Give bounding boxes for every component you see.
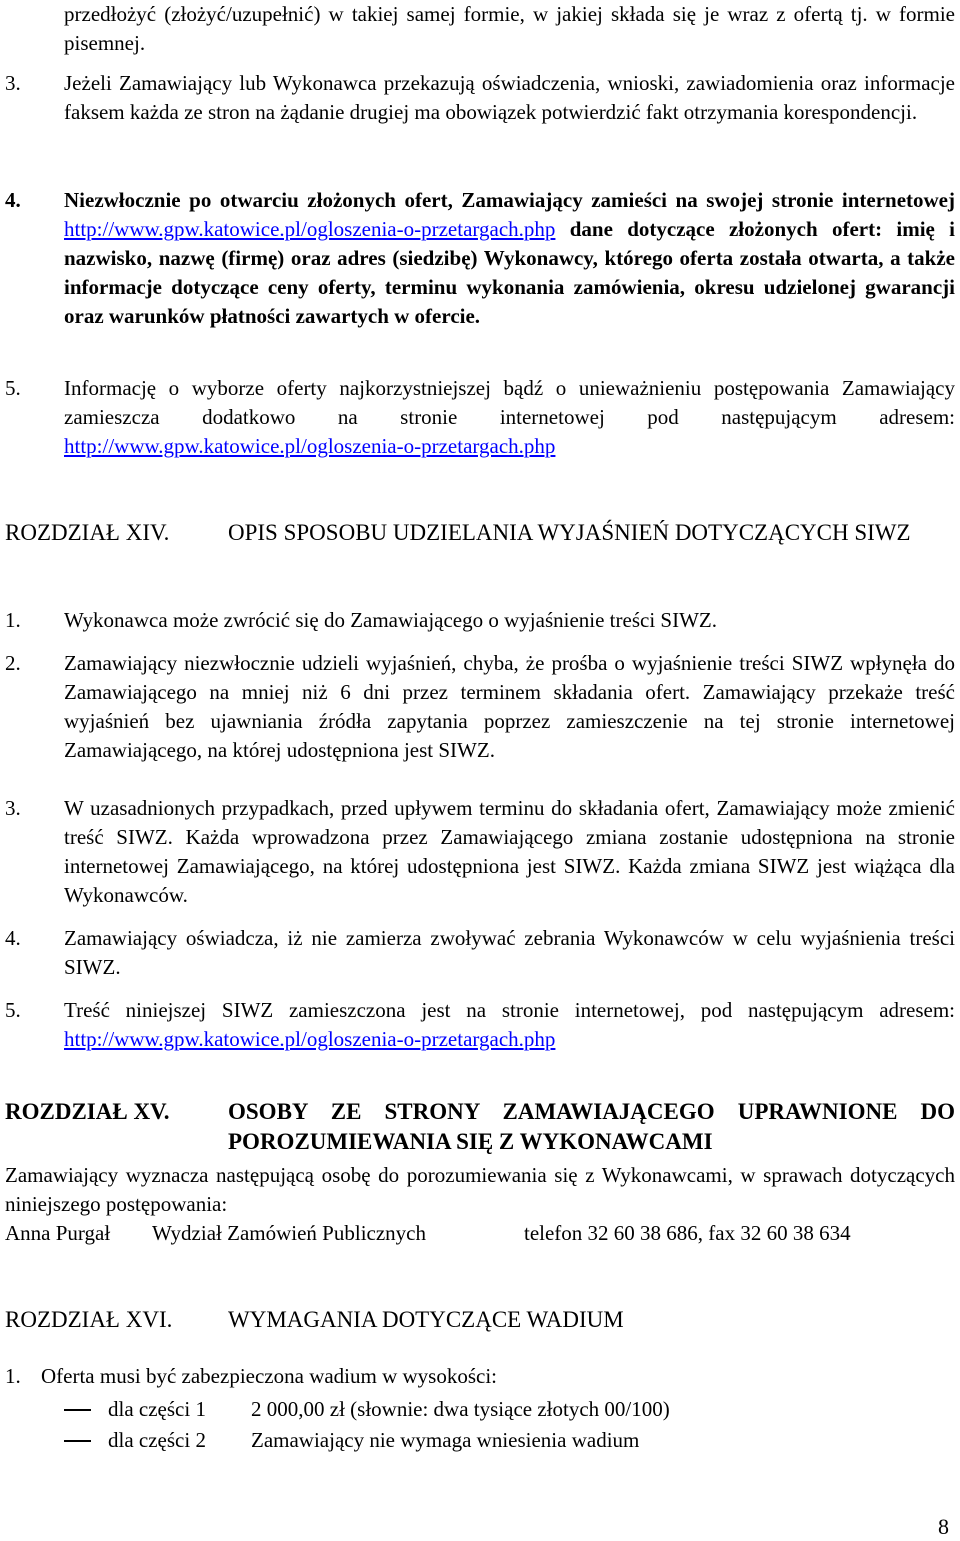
item-number: 1. xyxy=(5,1364,21,1388)
item-text: Oferta musi być zabezpieczona wadium w wysokości: xyxy=(41,1364,498,1388)
chapter-15-intro: Zamawiający wyznacza następującą osobę do porozumiewania się z Wykonawcami, w sprawach dotyczących niniejszego postępowania: xyxy=(5,1163,955,1216)
chapter-14-item-1 xyxy=(5,606,955,635)
contact-name: Anna Purgał xyxy=(5,1221,111,1245)
chapter-title: OPIS SPOSOBU UDZIELANIA WYJAŚNIEŃ DOTYCZĄCYCH SIWZ xyxy=(228,520,911,545)
item-number: 5. xyxy=(5,376,21,400)
item-number: 3. xyxy=(5,71,21,95)
tender-notices-link[interactable]: http://www.gpw.katowice.pl/ogloszenia-o-przetargach.php xyxy=(64,434,556,458)
item-number: 3. xyxy=(5,796,21,820)
chapter-label: ROZDZIAŁ XV. xyxy=(5,1099,170,1124)
item-number: 4. xyxy=(5,188,21,212)
item-number: 2. xyxy=(5,651,21,675)
list-item-4 xyxy=(5,186,955,331)
chapter-14-item-3 xyxy=(5,794,955,910)
contact-person-row xyxy=(5,1219,955,1248)
part-value: Zamawiający nie wymaga wniesienia wadium xyxy=(251,1428,640,1452)
item-number: 1. xyxy=(5,608,21,632)
item-text-before: Niezwłocznie po otwarciu złożonych ofert, Zamawiający zamieści na swojej stronie internetowej xyxy=(64,188,955,212)
item-text-after: dane dotyczące złożonych ofert: imię i nazwisko, nazwę (firmę) oraz adres (siedzibę) Wykonawcy, którego oferta została otwarta, a także informacje dotyczące ceny oferty, terminu wykonania zamówienia, okresu udzielonej gwarancji oraz warunków płatności zawartych w ofercie. xyxy=(64,217,955,328)
item-text: Zamawiający niezwłocznie udzieli wyjaśnień, chyba, że prośba o wyjaśnienie treści SIWZ wpłynęła do Zamawiającego na mniej niż 6 dni przez terminem składania ofert. Zamawiający przekaże treść wyjaśnień bez ujawniania źródła zapytania poprzez zamieszczenie na tej stronie internetowej Zamawiającego, na której udostępniona jest SIWZ. xyxy=(64,651,955,762)
list-item-3 xyxy=(5,69,955,127)
item-text: W uzasadnionych przypadkach, przed upływem terminu do składania ofert, Zamawiający może zmienić treść SIWZ. Każda wprowadzona przez Zamawiającego zmiana zostanie udostępniona na stronie internetowej Zamawiającego, na której udostępniona jest SIWZ. Każda zmiana SIWZ jest wiążąca dla Wykonawców. xyxy=(64,796,955,907)
chapter-label: ROZDZIAŁ XIV. xyxy=(5,520,170,545)
tender-notices-link[interactable]: http://www.gpw.katowice.pl/ogloszenia-o-przetargach.php xyxy=(64,217,556,241)
continuation-paragraph xyxy=(5,0,955,58)
contact-department: Wydział Zamówień Publicznych xyxy=(152,1221,426,1245)
chapter-16-heading xyxy=(5,1305,955,1335)
chapter-14-item-2 xyxy=(5,649,955,765)
chapter-15-heading xyxy=(5,1097,955,1157)
chapter-14-item-5 xyxy=(5,996,955,1054)
dash-bullet xyxy=(64,1409,91,1411)
item-text: Jeżeli Zamawiający lub Wykonawca przekazują oświadczenia, wnioski, zawiadomienia oraz informacje faksem każda ze stron na żądanie drugiej ma obowiązek potwierdzić fakt otrzymania korespondencji. xyxy=(64,71,955,124)
dash-bullet xyxy=(64,1440,91,1442)
page-number: 8 xyxy=(938,1514,949,1539)
item-number: 5. xyxy=(5,998,21,1022)
item-text xyxy=(64,996,955,1054)
item-number: 4. xyxy=(5,926,21,950)
list-item-5 xyxy=(5,374,955,461)
part-label: dla części 2 xyxy=(108,1428,206,1452)
item-text xyxy=(64,186,955,331)
chapter-title: WYMAGANIA DOTYCZĄCE WADIUM xyxy=(228,1307,624,1332)
chapter-16-item-1 xyxy=(5,1362,955,1391)
item-text: Wykonawca może zwrócić się do Zamawiającego o wyjaśnienie treści SIWZ. xyxy=(64,608,717,632)
part-value: 2 000,00 zł (słownie: dwa tysiące złotych 00/100) xyxy=(251,1397,670,1421)
chapter-14-item-4 xyxy=(5,924,955,982)
siwz-link[interactable]: http://www.gpw.katowice.pl/ogloszenia-o-przetargach.php xyxy=(64,1027,556,1051)
part-label: dla części 1 xyxy=(108,1397,206,1421)
item-text-before: Treść niniejszej SIWZ zamieszczona jest na stronie internetowej, pod następującym adresem: xyxy=(64,998,955,1022)
chapter-label: ROZDZIAŁ XVI. xyxy=(5,1307,173,1332)
chapter-14-heading xyxy=(5,518,955,548)
chapter-title: OSOBY ZE STRONY ZAMAWIAJĄCEGO UPRAWNIONE DO POROZUMIEWANIA SIĘ Z WYKONAWCAMI xyxy=(228,1099,955,1154)
item-text-before: Informację o wyborze oferty najkorzystniejszej bądź o unieważnieniu postępowania Zamawiający zamieszcza dodatkowo na stronie internetowej pod następującym adresem: xyxy=(64,376,955,429)
item-text: Zamawiający oświadcza, iż nie zamierza zwoływać zebrania Wykonawców w celu wyjaśnienia treści SIWZ. xyxy=(64,926,955,979)
continuation-text: przedłożyć (złożyć/uzupełnić) w takiej samej formie, w jakiej składa się je wraz z ofertą tj. w formie pisemnej. xyxy=(64,2,955,55)
item-text xyxy=(64,374,955,461)
contact-phone: telefon 32 60 38 686, fax 32 60 38 634 xyxy=(524,1221,851,1245)
